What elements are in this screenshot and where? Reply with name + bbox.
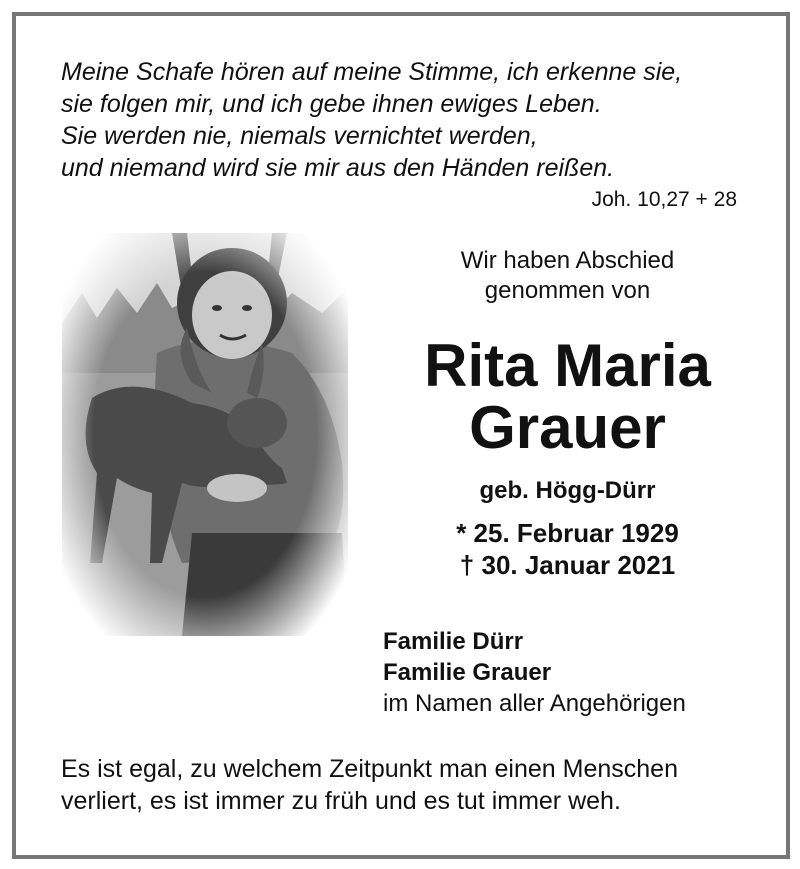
farewell-line: genommen von (484, 277, 651, 304)
name-line: Rita Maria (424, 332, 711, 399)
farewell-line: Wir haben Abschied (460, 247, 675, 274)
name-line: Grauer (469, 394, 666, 461)
family-name: Familie Grauer (383, 659, 552, 686)
verse-reference: Joh. 10,27 + 28 (591, 188, 737, 211)
birth-name: geb. Högg-Dürr (479, 477, 656, 504)
portrait-photo (62, 233, 348, 636)
closing-line: verliert, es ist immer zu früh und es tut immer weh. (61, 787, 621, 815)
farewell-text (395, 246, 740, 306)
on-behalf-text: im Namen aller Angehörigen (383, 690, 686, 717)
verse-line: sie folgen mir, und ich gebe ihnen ewiges Leben. (61, 90, 602, 118)
verse-line: und niemand wird sie mir aus den Händen reißen. (61, 154, 615, 182)
family-name: Familie Dürr (383, 628, 524, 655)
deceased-name (380, 332, 755, 461)
verse-line: Sie werden nie, niemals vernichtet werden, (61, 122, 538, 150)
closing-quote (61, 753, 761, 817)
bible-verse (61, 56, 761, 184)
death-date: † 30. Januar 2021 (459, 550, 676, 580)
closing-line: Es ist egal, zu welchem Zeitpunkt man einen Menschen (61, 755, 678, 783)
life-dates (395, 517, 740, 581)
mourners-block (383, 626, 686, 719)
birth-date: * 25. Februar 1929 (456, 518, 679, 548)
verse-line: Meine Schafe hören auf meine Stimme, ich erkenne sie, (61, 58, 683, 86)
